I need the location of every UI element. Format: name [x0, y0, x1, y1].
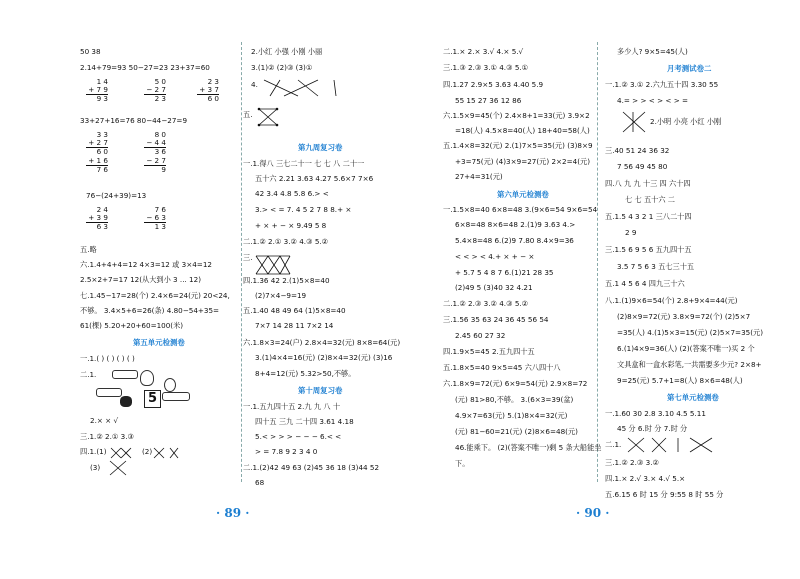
text-line: (元) 81−60=21(元) (2)8×6=48(元): [455, 427, 578, 436]
text-line: 四.1.(1): [80, 447, 107, 456]
matching-lines: [621, 110, 647, 134]
matching-lines: [152, 446, 180, 460]
text-line: 三.1.5 6 9 5 6 五九四十五: [605, 245, 692, 254]
text-line: 7 56 49 45 80: [617, 162, 668, 171]
text-line: 61(棵) 5.20+20+60=100(米): [80, 321, 184, 330]
section-heading: 第七单元检测卷: [667, 393, 719, 402]
section-heading: 第十周复习卷: [298, 386, 343, 395]
speech-label: [112, 370, 138, 379]
column-separator: [597, 42, 598, 482]
text-line: 50 38: [80, 47, 101, 56]
text-line: 文具盒和一盒水彩笔,一共需要多少元? 2×8+: [617, 360, 762, 369]
text-line: 三.1.② 2.① 3.③: [80, 432, 134, 441]
text-line: 五.6.15 6 时 15 分 9:55 8 时 55 分: [605, 490, 724, 499]
text-line: 二.1.× 2.× 3.√ 4.× 5.√: [443, 47, 524, 56]
text-line: 一.1.得八 三七二十一 七 七 八 二十一: [243, 159, 365, 168]
text-line: 四十五 三九 二十四 3.61 4.18: [255, 417, 354, 426]
section-heading: 第六单元检测卷: [497, 190, 549, 199]
text-line: (2)8×9=72(元) 3.8×9=72(个) (2)5×7: [617, 312, 751, 321]
matching-lines: [626, 436, 716, 454]
text-line: 八.1.(1)9×6=54(个) 2.8+9×4=44(元): [605, 296, 738, 305]
text-line: 一.1.60 30 2.8 3.10 4.5 5.11: [605, 409, 706, 418]
text-line: 46.能乘下。 (2)(答案不唯一)剩 5 条大船能坐: [455, 443, 602, 452]
text-line: 五.1.40 48 49 64 (1)5×8=40: [243, 306, 346, 315]
text-line: 五.1.5 4 3 2 1 三八二十四: [605, 212, 692, 221]
text-line: =18(人) 4.5×8=40(人) 18+40=58(人): [455, 126, 590, 135]
text-line: 2.45 60 27 32: [455, 331, 506, 340]
vertical-calculation: 5 0 − 2 7 2 3: [144, 78, 166, 104]
text-line: 2.5×2+7=17 12(从大到小 3 ... 12): [80, 275, 202, 284]
section-heading: 月考测试卷二: [667, 64, 712, 73]
text-line: 一.1.② 3.① 2.六九五十四 3.30 55: [605, 80, 719, 89]
text-line: 55 15 27 36 12 86: [455, 96, 522, 105]
child-figure: [164, 378, 176, 392]
vertical-calculation: 3 3 + 2 7 6 0 + 1 6 7 6: [86, 131, 108, 174]
text-line: 二.1.(2)42 49 63 (2)45 36 18 (3)44 52: [243, 463, 380, 472]
panda-figure: [120, 396, 132, 407]
page-number-left: · 89 ·: [216, 506, 250, 520]
text-line: 6.(1)4×9=36(人) (2)(答案不唯一)买 2 个: [617, 344, 755, 353]
text-line: 3.(1)② (2)③ (3)①: [251, 63, 313, 72]
text-line: 六.1.4+4+4=12 4×3=12 或 3×4=12: [80, 260, 212, 269]
text-line: 33+27+16=76 80−44−27=9: [80, 116, 188, 125]
matching-lines: [256, 106, 280, 128]
text-line: 四.1.36 42 2.(1)5×8=40: [243, 276, 330, 285]
column-separator: [241, 42, 242, 482]
text-line: 七.1.45−17=28(个) 2.4×6=24(元) 20<24,: [80, 291, 230, 300]
page-number-right: · 90 ·: [576, 506, 610, 520]
speech-label: [96, 388, 122, 397]
vertical-calculation: 7 6 − 6 3 1 3: [144, 206, 166, 232]
text-line: 五.略: [80, 245, 97, 254]
text-line: 4.= > > < > < > =: [617, 96, 689, 105]
text-line: 一.1.五九四十五 2.九 九 八 十: [243, 402, 341, 411]
text-line: 五.1.4×8=32(元) 2.(1)7×5=35(元) (3)8×9: [443, 141, 593, 150]
text-line: + × + − × 9.49 5 8: [255, 221, 327, 230]
text-line: + 5.7 5 4 8 7 6.(1)21 28 35: [455, 268, 554, 277]
section-heading: 第五单元检测卷: [133, 338, 185, 347]
text-line: (3): [90, 463, 101, 472]
text-line: 42 3.4 4.8 5.8 6.> <: [255, 189, 329, 198]
text-line: 二.1.: [605, 440, 622, 449]
text-line: 五十六 2.21 3.63 4.27 5.6×7 7×6: [255, 174, 374, 183]
text-line: 三.1.② 2.③ 3.②: [605, 458, 659, 467]
section-heading: 第九周复习卷: [298, 143, 343, 152]
text-line: 一.1.( ) ( ) ( ) ( ): [80, 354, 135, 363]
text-line: 2.小明 小亮 小红 小刚: [650, 117, 722, 126]
text-line: 45 分 6.时 分 7.时 分: [617, 424, 688, 433]
text-line: 三.: [243, 253, 253, 262]
text-line: 六.1.8×3=24(户) 2.8×4=32(元) 8×8=64(元): [243, 338, 401, 347]
matching-lines: [108, 459, 128, 477]
text-line: 6×8=48 8×6=48 2.(1)9 3.63 4.>: [455, 220, 576, 229]
text-line: +3=75(元) (4)3×9=27(元) 2×2=4(元): [455, 157, 591, 166]
text-line: 一.1.5×8=40 6×8=48 3.(9×6=54 9×6=54: [443, 205, 598, 214]
text-line: 4.: [251, 80, 258, 89]
vertical-calculation: 2 4 + 3 9 6 3: [86, 206, 108, 232]
text-line: 3.(1)4×4=16(元) (2)8×4=32(元) (3)16: [255, 353, 393, 362]
text-line: 8+4=12(元) 5.32>50,不够。: [255, 369, 356, 378]
text-line: (2): [142, 447, 153, 456]
text-line: 三.40 51 24 36 32: [605, 146, 670, 155]
speech-label: [162, 392, 190, 401]
text-line: 2.14+79=93 50−27=23 23+37=60: [80, 63, 210, 72]
text-line: 9=25(元) 5.7+1=8(人) 8×6=48(人): [617, 376, 743, 385]
text-line: 四.1.27 2.9×5 3.63 4.40 5.9: [443, 80, 544, 89]
text-line: > = 7.8 9 2 3 4 0: [255, 447, 318, 456]
text-line: 2.小红 小强 小刚 小丽: [251, 47, 323, 56]
text-line: 二.1.② 2.① 3.② 4.③ 5.②: [243, 237, 329, 246]
text-line: 不够。 3.4×5+6=26(条) 4.80−54+35=: [80, 306, 220, 315]
text-line: 多少人? 9×5=45(人): [617, 47, 688, 56]
text-line: 68: [255, 478, 265, 487]
text-line: 五.1 4 5 6 4 四九三十六: [605, 279, 685, 288]
text-line: 3.> < = 7. 4 5 2 7 8 8.+ ×: [255, 205, 352, 214]
text-line: 2.× × √: [90, 416, 119, 425]
matching-lines: [262, 76, 342, 100]
text-line: < < > < 4.+ × + − ×: [455, 252, 535, 261]
matching-lines: [109, 446, 133, 460]
matching-lines: [254, 254, 294, 276]
text-line: 7×7 14 28 11 7×2 14: [255, 321, 334, 330]
text-line: 四.八 九 九 十三 四 六十四: [605, 179, 691, 188]
vertical-calculation: 1 4 + 7 9 9 3: [86, 78, 108, 104]
text-line: 六.1.8×9=72(元) 6×9=54(元) 2.9×8=72: [443, 379, 588, 388]
text-line: (元) 81>80,不够。 3.(6×3=39(盆): [455, 395, 574, 404]
text-line: 2 9: [625, 228, 637, 237]
text-line: 二.1.② 2.③ 3.② 4.③ 5.②: [443, 299, 529, 308]
text-line: 三.1.③ 2.③ 3.① 4.③ 5.①: [443, 63, 529, 72]
text-line: 五.: [243, 110, 253, 119]
text-line: 4.9×7=63(元) 5.(1)8×4=32(元): [455, 411, 568, 420]
child-figure: [140, 370, 154, 386]
text-line: 四.1.9×5=45 2.五九四十五: [443, 347, 535, 356]
text-line: 六.1.5×9=45(个) 2.4×8+1=33(元) 3.9×2: [443, 111, 590, 120]
text-line: 27+4=31(元): [455, 172, 503, 181]
text-line: 三.1.56 35 63 24 36 45 56 54: [443, 315, 549, 324]
text-line: 5.< > > > − − − 6.< <: [255, 432, 342, 441]
text-line: 五.1.8×5=40 9×5=45 六八四十八: [443, 363, 561, 372]
text-line: 七 七 五十六 二: [625, 195, 675, 204]
text-line: =35(人) 4.(1)5×3=15(元) (2)5×7=35(元): [617, 328, 764, 337]
text-line: 四.1.× 2.√ 3.× 4.√ 5.×: [605, 474, 686, 483]
text-line: 二.1.: [80, 370, 97, 379]
text-line: 下。: [455, 459, 470, 468]
text-line: 76−(24+39)=13: [86, 191, 147, 200]
text-line: (2)7×4−9=19: [255, 291, 307, 300]
vertical-calculation: 2 3 + 3 7 6 0: [197, 78, 219, 104]
text-line: (2)49 5 (3)40 32 4.21: [455, 283, 533, 292]
vertical-calculation: 8 0 − 4 4 3 6 − 2 7 9: [144, 131, 166, 174]
text-line: 5.4×8=48 6.(2)9 7.80 8.4×9=36: [455, 236, 574, 245]
number-card: 5: [144, 390, 161, 408]
cartoon-illustration: [96, 368, 192, 408]
text-line: 3.5 7 5 6 3 五七三十五: [617, 262, 695, 271]
